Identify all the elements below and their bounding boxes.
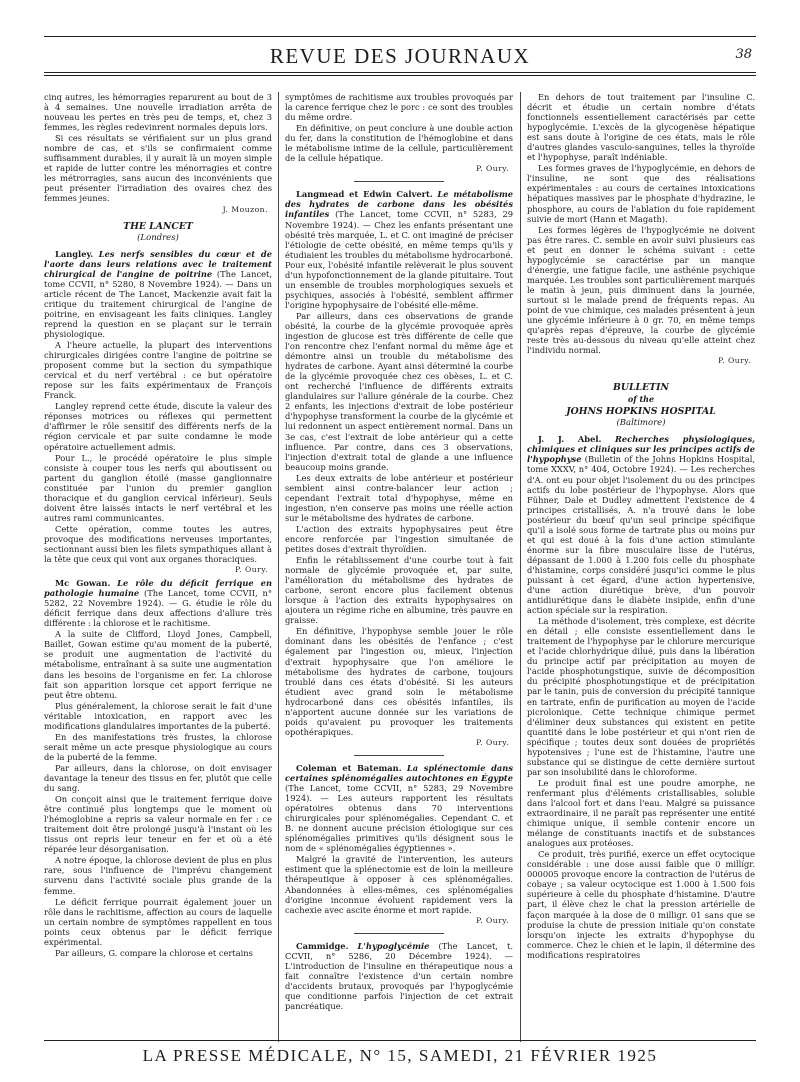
article-title: L'hypoglycémie [357, 940, 430, 951]
paragraph: Par ailleurs, dans la chlorose, on doit envisager davantage la teneur des tissus en fer, plutôt que celle du sang. [44, 762, 272, 794]
paragraph: Plus généralement, la chlorose serait le fait d'une véritable intoxication, en rapport avec les modifications glandulaires importantes de la puberté. [44, 700, 272, 731]
top-rule [44, 36, 756, 37]
paragraph: cinq autres, les hémorragies reparurent au bout de 3 à 4 semaines. Une nouvelle irradiation arrêta de nouveau les pertes en très peu de temps, et, chez 3 femmes, les règles redevinrent normales depuis lors. [44, 92, 272, 133]
article [285, 941, 513, 1011]
journal-heading: THE LANCET [123, 220, 193, 232]
separator [354, 181, 444, 182]
signature: P. Oury. [718, 356, 751, 366]
article [527, 434, 755, 615]
column-1 [44, 92, 272, 1042]
column-divider-2 [520, 92, 521, 1042]
journal-city: (Londres) [137, 232, 179, 243]
journal-heading-of: of the [627, 394, 655, 405]
article-author: Langmead et Edwin Calvert. [296, 189, 433, 200]
paragraph: L'action des extraits hypophysaires peut être encore renforcée par l'ingestion simultanée de petites doses d'extrait thyroïdien. [285, 523, 513, 555]
header-rule-1 [44, 72, 756, 73]
article-author: Coleman et Bateman. [296, 762, 402, 773]
signature: P. Oury. [476, 915, 509, 925]
paragraph: Langley reprend cette étude, discute la valeur des réponses motrices ou réflexes qui permettent d'affirmer le rôle sensitif des différents nerfs de la région cervicale et par suite condamne le mode opératoire actuellement admis. [44, 401, 272, 452]
article-reference: (Bulletin of the Johns Hopkins Hospital, tome XXXV, n° 404, Octobre 1924). — Les recherches d'A. ont eu pour objet l'isolement du ou des principes actifs du lobe postérieur de l'hypophyse. Alors que Fühner, Dale et Dudley admettent l'existence de 4 principes cristallisés, A. n'a trouvé dans le lobe postérieur du bœuf qu'un seul principe spécifique qu'il a isolé sous forme de tartrate plus ou moins pur et qui est doué à la fois d'une action stimulante énorme sur la fibre musculaire lisse de l'utérus, dépassant de 1.000 à 1.200 fois celle du phosphate d'histamine, corps considéré jusqu'ici comme le plus puissant à cet égard, d'une action hypertensive, d'une action diurétique brève, d'un pouvoir antidiurétique dans le diabète insipide, enfin d'une action spéciale sur la respiration. [527, 454, 755, 616]
paragraph: Si ces résultats se vérifiaient sur un plus grand nombre de cas, et s'ils se confirmaient comme suffisamment durables, il y aurait là un moyen simple et rapide de lutter contre les ménorragies et contre les métrorragies, sans aucun des inconvénients que peut présenter l'irradiation des ovaires chez des femmes jeunes. [44, 133, 272, 204]
paragraph: On conçoit ainsi que le traitement ferrique doive être continué plus longtemps que le moment où l'hémoglobine a repris sa valeur normale en fer : ce traitement doit être prolongé jusqu'à l'instant où les tissus ont repris leur teneur en fer et où a été réparée leur désorganisation. [44, 794, 272, 855]
page-number: 38 [735, 47, 752, 62]
article [285, 189, 513, 310]
article [44, 249, 272, 339]
article-author: Langley. [55, 248, 94, 259]
paragraph: Enfin le rétablissement d'une courbe tout à fait normale de glycémie provoquée et, par suite, l'amélioration du métabolisme des hydrates de carbone, seront encore plus facilement obtenus lorsque à l'action des extraits hypophysaires on ajoutera un régime riche en albumine, très pauvre en graisse. [285, 555, 513, 626]
paragraph: En définitive, l'hypophyse semble jouer le rôle dominant dans les obésités de l'enfance ; c'est également par l'ingestion ou, mieux, l'injection d'extrait hypophysaire que l'on améliore le métabolisme des hydrates de carbone, toujours troublé dans ces états d'obésité. Si les auteurs étudient avec grand soin le métabolisme hydrocarboné dans ces obésités infantiles, ils n'apportent aucune donnée sur les variations de poids qu'avaient pu provoquer les traitements opothérapiques. [285, 626, 513, 737]
footer-rule [44, 1040, 756, 1041]
signature: P. Oury. [476, 164, 509, 174]
article-author: Cammidge. [296, 940, 349, 951]
article-reference: (The Lancet, tome CCVII, n° 5282, 22 Novembre 1924). — G. étudie le rôle du déficit ferrique dans deux affections d'allure très différente : la chlorose et le rachitisme. [44, 588, 272, 629]
paragraph: A l'heure actuelle, la plupart des interventions chirurgicales dirigées contre l'angine de poitrine se proposent comme but la section du sympathique cervical et du nerf vertébral : ce but opératoire repose sur les faits expérimentaux de François Franck. [44, 340, 272, 401]
paragraph: Par ailleurs, G. compare la chlorose et certains [55, 947, 253, 958]
footer: LA PRESSE MÉDICALE, N° 15, SAMEDI, 21 FÉVRIER 1925 [142, 1046, 658, 1065]
journal-heading-name: JOHNS HOPKINS HOSPITAL [566, 406, 716, 418]
separator [354, 755, 444, 756]
column-2 [285, 92, 513, 1042]
separator [354, 933, 444, 934]
paragraph: A notre époque, la chlorose devient de plus en plus rare, sous l'influence de l'imprévu changement survenu dans l'activité sociale plus grande de la femme. [44, 855, 272, 896]
paragraph: Le déficit ferrique pourrait également jouer un rôle dans le rachitisme, affection au cours de laquelle un certain nombre de symptômes rappellent en tous points ceux obtenus par le déficit ferrique expérimental. [44, 896, 272, 947]
paragraph: En des manifestations très frustes, la chlorose serait même un acte presque physiologique au cours de la puberté de la femme. [44, 731, 272, 762]
paragraph: Cette opération, comme toutes les autres, provoque des modifications nerveuses importantes, sectionnant aussi bien les filets sympathiques allant à la tête que ceux qui vont aux organes thoraciques. [44, 523, 272, 565]
paragraph: Le produit final est une poudre amorphe, ne renfermant plus d'éléments cristallisables, soluble dans l'alcool fort et dans l'eau. Malgré sa puissance extraordinaire, il ne paraît pas représenter une entité chimique unique, il semble contenir encore un mélange de constituants inactifs et de substances analogues aux protéoses. [527, 777, 755, 849]
paragraph: symptômes de rachitisme aux troubles provoqués par la carence ferrique chez le porc : ce sont des troubles du même ordre. [285, 92, 513, 123]
article-reference: (The Lancet, t. CCVII, n° 5286, 20 Décembre 1924). — L'introduction de l'insuline en thérapeutique nous a fait connaître l'existence d'un certain nombre d'accidents brutaux, provoqués par l'hypoglycémie que conditionne parfois l'injection de cet extrait pancréatique. [285, 940, 513, 1011]
signature: P. Oury. [235, 565, 268, 575]
paragraph: Par ailleurs, dans ces observations de grande obésité, la courbe de la glycémie provoquée après ingestion de glucose est très différente de celle que l'on rencontre chez l'enfant normal du même âge et démontre ainsi un trouble du métabolisme des hydrates de carbone. Ayant ainsi déterminé la courbe de la glycémie provoquée chez ces obèses, L. et C. ont recherché l'influence de différents extraits glandulaires sur l'allure générale de la courbe. Chez 2 enfants, les injections d'extrait de lobe postérieur d'hypophyse transforment la courbe de la glycémie et lui redonnent un aspect entièrement normal. Dans un 3e cas, c'est l'extrait de lobe antérieur qui a cette influence. Par contre, dans ces 3 observations, l'injection d'extrait total de glande a une influence beaucoup moins grande. [285, 310, 513, 472]
paragraph: Ce produit, très purifié, exerce un effet ocytocique considérable : une dose aussi faible que 0 millígr. 000005 provoque encore la contraction de l'utérus de cobaye ; sa valeur ocytocique est 1.000 à 1.500 fois supérieure à celle du phosphate d'histamine. D'autre part, il élève chez le chat la pression artérielle de façon marquée à la dose de 0 milligr. 01 sans que se produise la chute de pression initiale qu'on constate lorsqu'on injecte les extraits d'hypophyse du commerce. Chez le chien et le lapin, il détermine des modifications respiratoires [527, 849, 755, 960]
signature: P. Oury. [476, 737, 509, 747]
article [285, 763, 513, 853]
article-title: Le métabolisme des hydrates de carbone dans les obésités infantiles [285, 189, 513, 220]
article [44, 578, 272, 628]
column-divider-1 [278, 92, 279, 1042]
article-reference: (The Lancet, tome CCVII, n° 5283, 29 Novembre 1924). — Les auteurs rapportent les résultats opératoires obtenus dans 70 interventions chirurgicales pour splénomégalies. Cependant C. et B. ne donnent aucune précision étiologique sur ces splénomégalies primitives qu'ils désignent sous le nom de « splénomégalies égyptiennes ». [285, 783, 513, 854]
article-title: Les nerfs sensibles du cœur et de l'aorte dans leurs relations avec le traitement chirurgical de l'angine de poitrine [44, 248, 272, 279]
journal-city: (Baltimore) [616, 418, 666, 429]
article-reference: (The Lancet, tome CCVII, n° 5283, 29 Novembre 1924). — Chez les enfants présentant une obésité très marquée, L. et C. ont imaginé de préciser l'étiologie de cette obésité, en même temps qu'ils y étudiaient les troubles du métabolisme hydrocarboné. Pour eux, l'obésité infantile relèverait le plus souvent d'un hypofonctionnement de la glande pituitaire. Tout un ensemble de troubles morphologiques sexuels et psychiques, associés à l'obésité, semblent affirmer l'origine hypophysaire de l'obésité elle-même. [285, 209, 513, 310]
paragraph: Pour L., le procédé opératoire le plus simple consiste à couper tous les nerfs qui aboutissent ou partent du ganglion étoilé (masse ganglionnaire constituée par l'union du premier ganglion thoracique et du ganglion cervical inférieur). Seuls doivent être laissés intacts le nerf vertébral et les autres rami communicantes. [44, 452, 272, 523]
article-title: Le rôle du déficit ferrique en pathologie humaine [44, 578, 272, 599]
signature: J. Mouzon. [222, 204, 268, 214]
article-author: Mc Gowan. [55, 578, 111, 589]
article-reference: (The Lancet, tome CCVII, n° 5280, 8 Novembre 1924). — Dans un article récent de The Lancet, Mackenzie avait fait la critique du traitement chirurgical de l'angine de poitrine, en envisageant les faits cliniques. Langley reprend la question en se plaçant sur le terrain physiologique. [44, 268, 272, 339]
article-title: La splénectomie dans certaines splénomégalies autochtones en Égypte [285, 762, 513, 783]
paragraph: Les formes graves de l'hypoglycémie, en dehors de l'insuline, ne sont que des réalisations expérimentales : au cours de certaines intoxications hépatiques massives par le phosphate d'hydrazine, le phosphore, au cours de l'ablation du foie rapidement suivie de mort (Hann et Magath). [527, 163, 755, 224]
paragraph: Malgré la gravité de l'intervention, les auteurs estiment que la splénectomie est de loin la meilleure thérapeutique à opposer à ces splénomégalies. Abandonnées à elles-mêmes, ces splénomégalies d'origine inconnue évoluent rapidement vers la cachexie avec ascite énorme et mort rapide. [285, 854, 513, 915]
header-title: REVUE DES JOURNAUX [269, 44, 531, 68]
article-title: Recherches physiologiques, chimiques et cliniques sur les principes actifs de l'hypophyse [527, 434, 755, 465]
paragraph: En dehors de tout traitement par l'insuline C. décrit et étudie un certain nombre d'états fonctionnels essentiellement caractérisés par cette hypoglycémie. L'excès de la glycogenèse hépatique est sans doute à l'origine de ces états, mais le rôle d'autres glandes vasculo-sanguines, telles la thyroïde et l'hypophyse, paraît indéniable. [527, 92, 755, 163]
journal-heading: BULLETIN [613, 382, 669, 394]
paragraph: A la suite de Clifford, Lloyd Jones, Campbell, Baillet, Gowan estime qu'au moment de la puberté, se produit une augmentation de l'activité du métabolisme, entraînant à sa suite une augmentation dans les besoins de l'organisme en fer. La chlorose fait son apparition lorsque cet apport ferrique ne peut être obtenu. [44, 629, 272, 700]
paragraph: Les formes légères de l'hypoglycémie ne doivent pas être rares. C. semble en avoir suivi plusieurs cas et peut en donner le schéma suivant : cette hypoglycémie se caractérise par un manque d'énergie, une fatigue facile, une asthénie psychique marquée. Les troubles sont particulièrement marqués le matin à jeun, puis diminuent dans la journée, surtout si le malade prend de fréquents repas. Au point de vue chimique, ces malades présentent à jeun une glycémie inférieure à 0 gr. 70, en même temps qu'après repas d'épreuve, la courbe de glycémie reste très au-dessous du niveau qu'elle atteint chez l'individu normal. [527, 224, 755, 356]
column-3 [527, 92, 755, 1042]
paragraph: En définitive, on peut conclure à une double action du fer, dans la constitution de l'hémoglobine et dans le métabolisme intime de la cellule, particulièrement de la cellule hépatique. [285, 123, 513, 164]
paragraph: La méthode d'isolement, très complexe, est décrite en détail ; elle consiste essentiellement dans le traitement de l'hypophyse par le chlorure mercurique et l'acide chlorhydrique dilué, puis dans la libération du principe actif par précipitation au moyen de l'acide phosphotungstique, suivie de décomposition du précipité phosphotungstique et de précipitation par le tanin, puis de conversion du précipité tannique en tartrate, enfin de purification au moyen de l'acide picrolonique. Cette technique chimique permet d'éliminer deux substances qui existent en petite quantité dans le lobe postérieur et qui n'ont rien de spécifique ; toutes deux sont douées de propriétés hypotensives ; l'une est de l'histamine, l'autre une substance qui se distingue de cette dernière surtout par son insolubilité dans le chloroforme. [527, 616, 755, 777]
article-author: J. J. Abel. [538, 434, 602, 445]
header-rule-2 [44, 75, 756, 76]
paragraph: Les deux extraits de lobe antérieur et postérieur semblent ainsi contre-balancer leur action ; cependant l'extrait total d'hypophyse, même en ingestion, n'en conserve pas moins une réelle action sur le métabolisme des hydrates de carbone. [285, 472, 513, 523]
